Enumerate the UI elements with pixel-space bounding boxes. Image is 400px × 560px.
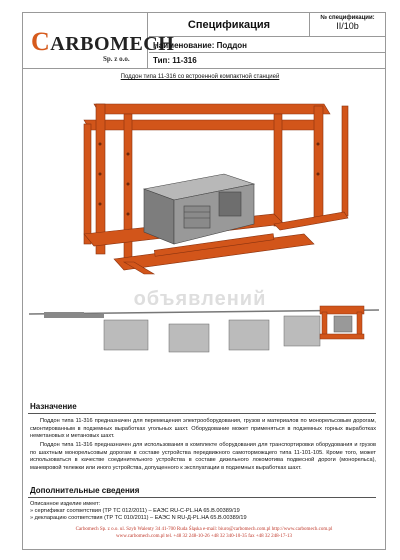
product-illustration [24,84,384,396]
spec-number-value: II/10b [336,21,359,31]
additional-line-3: » декларацию соответствия (ТР ТС 010/2011) – ЕАЭС N RU-Д-PL.HA 65.B.00389/19 [30,515,247,521]
compact-station [144,174,254,244]
watermark: объявлений [133,288,267,310]
page-footer [23,526,385,540]
footer-address: Carbomech Sp. z o.o. ul. Szyb Walenty 34 41-700 Ruda Śląska e-mail: biuro@carbomech.com.pl http://www.carbomech.com.pl [75,527,333,532]
footer-contacts: www.carbomech.com.pl tel. +48 32 248-10-26 +48 32 340-10-35 fax +48 32 248-17-13 [115,534,293,539]
logo-wordmark: CARBOMECH [31,27,175,56]
product-name: Наименование: Поддон [149,38,385,53]
spec-number-box [309,13,385,37]
product-type: Тип: 11-316 [153,56,197,65]
illustration-caption: Поддон типа 11-316 со встроенной компактной станцией [120,74,280,80]
monorail-train [29,306,379,352]
purpose-paragraph-1: Поддон типа 11-316 предназначен для перемещения электрооборудования, грузов и материалов по монорельсовым дорогам, смонтированным в подземных выработках угольных шахт. Оборудование может применяться в подземных горных выработках неметановых и метановых шахт. [30,418,376,440]
header-divider [23,68,385,69]
section-additional-title: Дополнительные сведения [30,486,140,495]
additional-line-1: Описанное изделие имеет: [30,501,101,507]
section-purpose-rule [28,413,376,414]
spec-number-label: № спецификации: [320,15,375,21]
additional-line-2: » сертификат соответствия (ТР ТС 012/2011) – ЕАЭС RU-C-PL.HA 65.B.00389/19 [30,508,240,514]
purpose-paragraph-2: Поддон типа 11-316 предназначен для использования в комплекте оборудования для транспортировки оборудования и грузов по шахтным монорельсовым дорогам в составе устройства передвижного самоторможщего типа 11-101-105. Кроме того, может использоваться в качестве соединительного устройства в составе дизельного локомотива подвесной дороги (монорельса), маневровой тележки или иного устройства, допущенного к эксплуатации в подземных выработках шахт. [30,442,376,471]
logo-subtitle: Sp. z o.o. [103,55,130,63]
section-additional-rule [28,497,376,498]
document-title: Спецификация [149,13,309,37]
section-purpose-title: Назначение [30,402,77,411]
